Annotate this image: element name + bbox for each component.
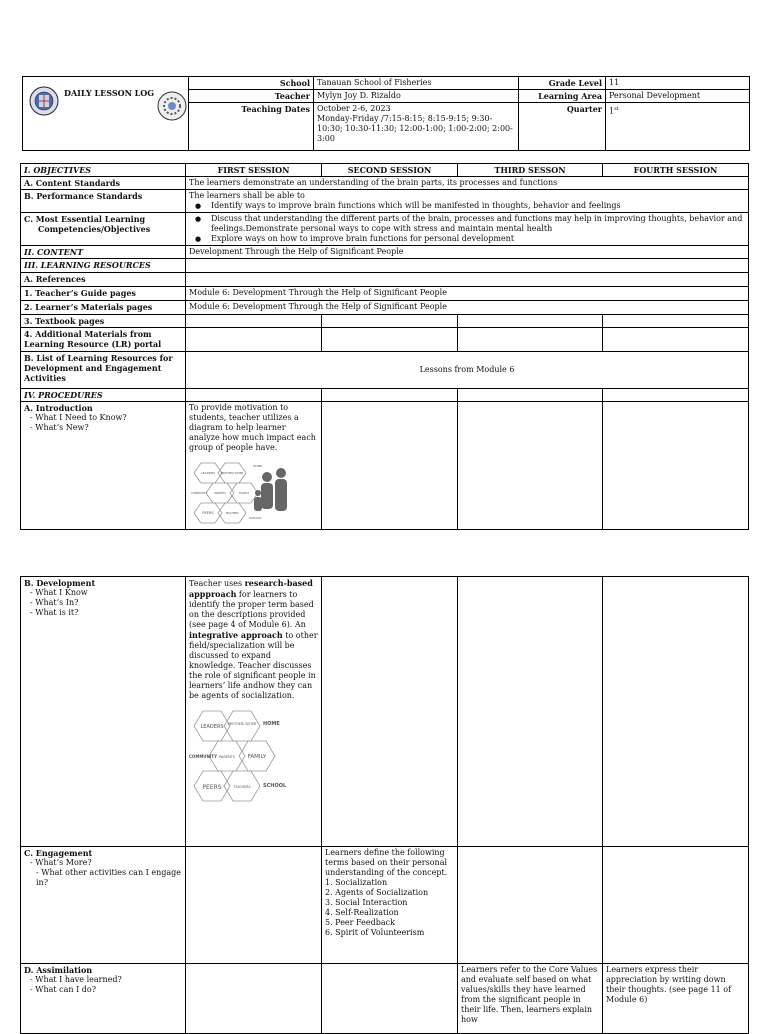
lm-pages-text: Module 6: Development Through the Help of Significant People [186,301,749,315]
introduction-text: To provide motivation to students, teacher utilizes a diagram to help learner analyze how much impact each group of people have. [189,403,316,452]
lesson-table-continued [20,576,749,1034]
session-header-2: SECOND SESSION [322,164,458,177]
header-title: DAILY LESSON LOG [64,88,155,98]
introduction-first-session [186,402,322,530]
svg-text:HOME: HOME [253,464,263,468]
school-value: Tanauan School of Fisheries [314,77,519,90]
melc-cell [186,213,749,246]
teacher-value: Mylyn Joy D. Rizaldo [314,90,519,103]
svg-text:LEADERS: LEADERS [201,471,215,475]
svg-text:FAMILY: FAMILY [238,491,250,495]
assimilation-fourth-session: Learners express their appreciation by writing down their thoughts. (see page 11 of Module 6) [603,964,749,1034]
dates-label: Teaching Dates [189,103,314,151]
development-sub-2: - What’s In? [30,598,79,607]
melc-list [189,214,745,244]
engagement-item-6: 6. Spirit of Volunteerism [325,928,425,937]
development-first-session [186,577,322,847]
textbook-label: 3. Textbook pages [21,315,186,328]
svg-text:SCHOOL: SCHOOL [263,783,287,789]
content-heading: II. CONTENT [21,246,186,259]
svg-text:BROTHER/ SISTER: BROTHER/ SISTER [220,472,244,475]
list-resources-text: Lessons from Module 6 [186,352,749,389]
dates-range: October 2-6, 2023 [317,104,391,113]
session-header-3: THIRD SESSON [458,164,603,177]
family-silhouette-icon [254,468,287,511]
svg-text:HOME: HOME [263,721,280,727]
lesson-table-page2 [20,576,749,1034]
svg-text:PEERS: PEERS [202,784,222,791]
grade-value: 11 [606,77,750,90]
introduction-sub-2: - What’s New? [30,423,89,432]
engagement-sub-1: - What’s More? [30,858,92,867]
fisheries-school-logo-icon [157,91,187,121]
svg-text:PARENTS: PARENTS [219,755,235,759]
significant-people-diagram [189,707,307,803]
performance-intro: The learners shall be able to [189,191,305,200]
significant-people-diagram-small [189,459,289,525]
additional-materials-label: 4. Additional Materials from Learning Resource (LR) portal [21,328,186,352]
svg-text:LEADERS: LEADERS [200,724,224,730]
engagement-item-5: 5. Peer Feedback [325,918,395,927]
development-text: Teacher uses research-based appproach for learners to identify the proper term based on the descriptions provided (see page 4 of Module 6). An integrative approach to other field/specialization will be discussed to expand knowledge. Teacher discusses the role of significant people in learners’ life andhow they can be agents of socialization. [189,578,318,700]
lesson-table-page1 [20,163,749,530]
engagement-item-3: 3. Social Interaction [325,898,408,907]
development-label: B. Development [24,578,96,588]
header-block [22,76,750,151]
references-label: A. References [21,273,186,287]
melc-label: C. Most Essential Learning Competencies/Objectives [21,213,186,246]
lesson-table [20,163,749,530]
engagement-label-cell [21,847,186,964]
lm-pages-label: 2. Learner’s Materials pages [21,301,186,315]
svg-text:FAMILY: FAMILY [247,754,267,760]
svg-text:COMMUNITY: COMMUNITY [189,754,218,759]
school-label: School [189,77,314,90]
session-header-4: FOURTH SESSION [603,164,749,177]
assimilation-sub-2: - What can I do? [30,985,97,994]
engagement-item-4: 4. Self-Realization [325,908,399,917]
introduction-label: A. Introduction [24,403,93,413]
svg-text:PARENTS: PARENTS [214,492,226,495]
tg-pages-label: 1. Teacher’s Guide pages [21,287,186,301]
dates-schedule: Monday-Friday /7:15-8:15; 8:15-9:15; 9:30-10:30; 10:30-11:30; 12:00-1:00; 1:00-2:00; 2:00-3:00 [317,114,513,143]
objectives-heading: I. OBJECTIVES [21,164,186,177]
content-text: Development Through the Help of Significant People [186,246,749,259]
deped-seal-icon [29,86,59,116]
assimilation-label: D. Assimilation [24,965,93,975]
svg-text:COMMUNITY: COMMUNITY [191,492,208,495]
quarter-value: 1st [606,103,750,151]
performance-standards-cell [186,190,749,213]
content-standards-text: The learners demonstrate an understanding of the brain parts, its processes and functions [186,177,749,190]
svg-text:TEACHERS: TEACHERS [233,785,251,789]
development-label-cell [21,577,186,847]
engagement-second-session [322,847,458,964]
assimilation-label-cell [21,964,186,1034]
tg-pages-text: Module 6: Development Through the Help of Significant People [186,287,749,301]
performance-bullet-1: ● Identify ways to improve brain functions which will be manifested in thoughts, behavior and feelings [211,201,745,211]
header-logo-cell [23,77,189,151]
header-table [22,76,750,151]
melc-bullet-2: ● Explore ways on how to improve brain functions for personal development [211,234,745,244]
performance-list [189,201,745,211]
engagement-sub-2: - What other activities can I engage in? [36,868,181,887]
procedures-heading: IV. PROCEDURES [21,389,186,402]
engagement-item-2: 2. Agents of Socialization [325,888,429,897]
development-sub-1: - What I Know [30,588,88,597]
list-resources-label: B. List of Learning Resources for Development and Engagement Activities [21,352,186,389]
svg-text:BROTHER/ SISTER: BROTHER/ SISTER [227,722,257,726]
introduction-sub-1: - What I Need to Know? [30,413,127,422]
engagement-text: Learners define the following terms based on their personal understanding of the concept. [325,848,448,877]
teacher-label: Teacher [189,90,314,103]
quarter-label: Quarter [519,103,606,151]
resources-heading: III. LEARNING RESOURCES [21,259,186,273]
content-standards-label: A. Content Standards [21,177,186,190]
area-label: Learning Area [519,90,606,103]
engagement-item-1: 1. Socialization [325,878,388,887]
svg-text:PEERS: PEERS [202,511,214,515]
grade-label: Grade Level [519,77,606,90]
engagement-label: C. Engagement [24,848,93,858]
introduction-label-cell [21,402,186,530]
melc-bullet-1: ● Discuss that understanding the different parts of the brain, processes and functions may help in improving thoughts, behavior and feelings.Demonstrate personal ways to cope with stress and maintain mental health [211,214,745,234]
svg-text:TEACHERS: TEACHERS [225,512,239,515]
development-sub-3: - What is it? [30,608,79,617]
performance-standards-label: B. Performance Standards [21,190,186,213]
dates-value [314,103,519,151]
assimilation-sub-1: - What I have learned? [30,975,122,984]
session-header-1: FIRST SESSION [186,164,322,177]
quarter-sup: st [614,106,619,112]
assimilation-third-session: Learners refer to the Core Values and evaluate self based on what values/skills they have learned from the significant people in their life. Then, learners explain how [458,964,603,1034]
area-value: Personal Development [606,90,750,103]
svg-text:SCHOOL: SCHOOL [249,516,262,520]
